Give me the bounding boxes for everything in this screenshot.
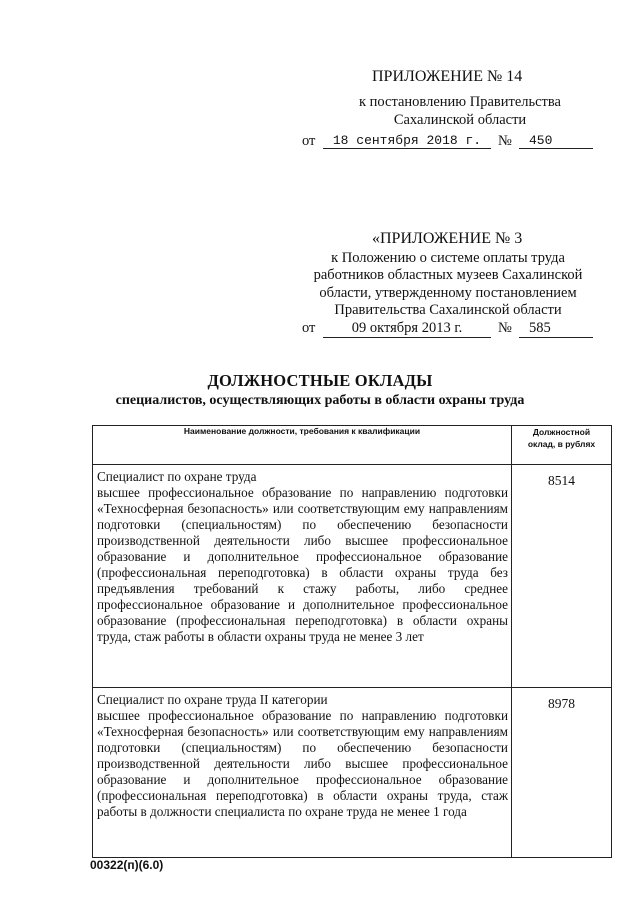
appendix-14-line1: к постановлению Правительства <box>359 94 561 110</box>
appendix-3-line1: к Положению о системе оплаты труда <box>331 250 565 266</box>
column-header-salary <box>512 426 612 465</box>
appendix-3-line4: Правительства Сахалинской области <box>334 302 562 318</box>
appendix-14-line2: Сахалинской области <box>393 112 527 128</box>
position-requirements: высшее профессиональное образование по направлению подготовки «Техносферная безопасность» или соответствующим ему направлениям подготовки (специальностям) по обеспечению безопасности производственной деятельности либо высшее профессиональное образование и дополнительное профессиональное образование (профессиональная переподготовка) в области охраны труда, стаж работы в должности специалиста по охране труда не менее 1 года <box>97 708 508 819</box>
appendix-3-line2: работников областных музеев Сахалинской <box>313 267 583 283</box>
salary-table <box>92 425 612 858</box>
appendix-3-line3: области, утвержденному постановлением <box>319 285 577 301</box>
position-cell <box>93 465 512 688</box>
column-header-salary-line1: Должностной <box>532 427 591 437</box>
appendix-3-number: 585 <box>519 320 593 338</box>
appendix-14-from-label: от <box>302 133 316 149</box>
position-title: Специалист по охране труда <box>97 469 257 484</box>
table-row <box>93 465 612 688</box>
appendix-3-no-label: № <box>498 320 512 336</box>
position-title: Специалист по охране труда II категории <box>97 692 328 707</box>
salary-cell: 8978 <box>512 688 612 858</box>
table-row <box>93 688 612 858</box>
appendix-3-date: 09 октября 2013 г. <box>323 320 491 338</box>
salary-cell: 8514 <box>512 465 612 688</box>
position-cell <box>93 688 512 858</box>
column-header-position: Наименование должности, требования к квалификации <box>93 426 512 465</box>
appendix-14-number: 450 <box>519 133 593 149</box>
appendix-3-title: «ПРИЛОЖЕНИЕ № 3 <box>372 230 523 247</box>
appendix-3-from-label: от <box>302 320 316 336</box>
appendix-14-title: ПРИЛОЖЕНИЕ № 14 <box>372 68 523 85</box>
document-subtitle: специалистов, осуществляющих работы в области охраны труда <box>115 393 525 408</box>
appendix-14-no-label: № <box>498 133 512 149</box>
position-requirements: высшее профессиональное образование по направлению подготовки «Техносферная безопасность» или соответствующим ему направлениям подготовки (специальностям) по обеспечению безопасности производственной деятельности либо высшее профессиональное образование и дополнительное профессиональное образование (профессиональная переподготовка) в области охраны труда без предъявления требований к стажу работы, либо среднее профессиональное образование и дополнительное профессиональное образование (профессиональная переподготовка) в области охраны труда, стаж работы в области охраны труда не менее 3 лет <box>97 485 508 644</box>
appendix-14-date: 18 сентября 2018 г. <box>323 133 491 149</box>
document-code: 00322(п)(6.0) <box>90 858 164 872</box>
document-title: ДОЛЖНОСТНЫЕ ОКЛАДЫ <box>207 371 433 390</box>
table-header-row <box>93 426 612 465</box>
column-header-salary-line2: оклад, в рублях <box>527 439 596 449</box>
